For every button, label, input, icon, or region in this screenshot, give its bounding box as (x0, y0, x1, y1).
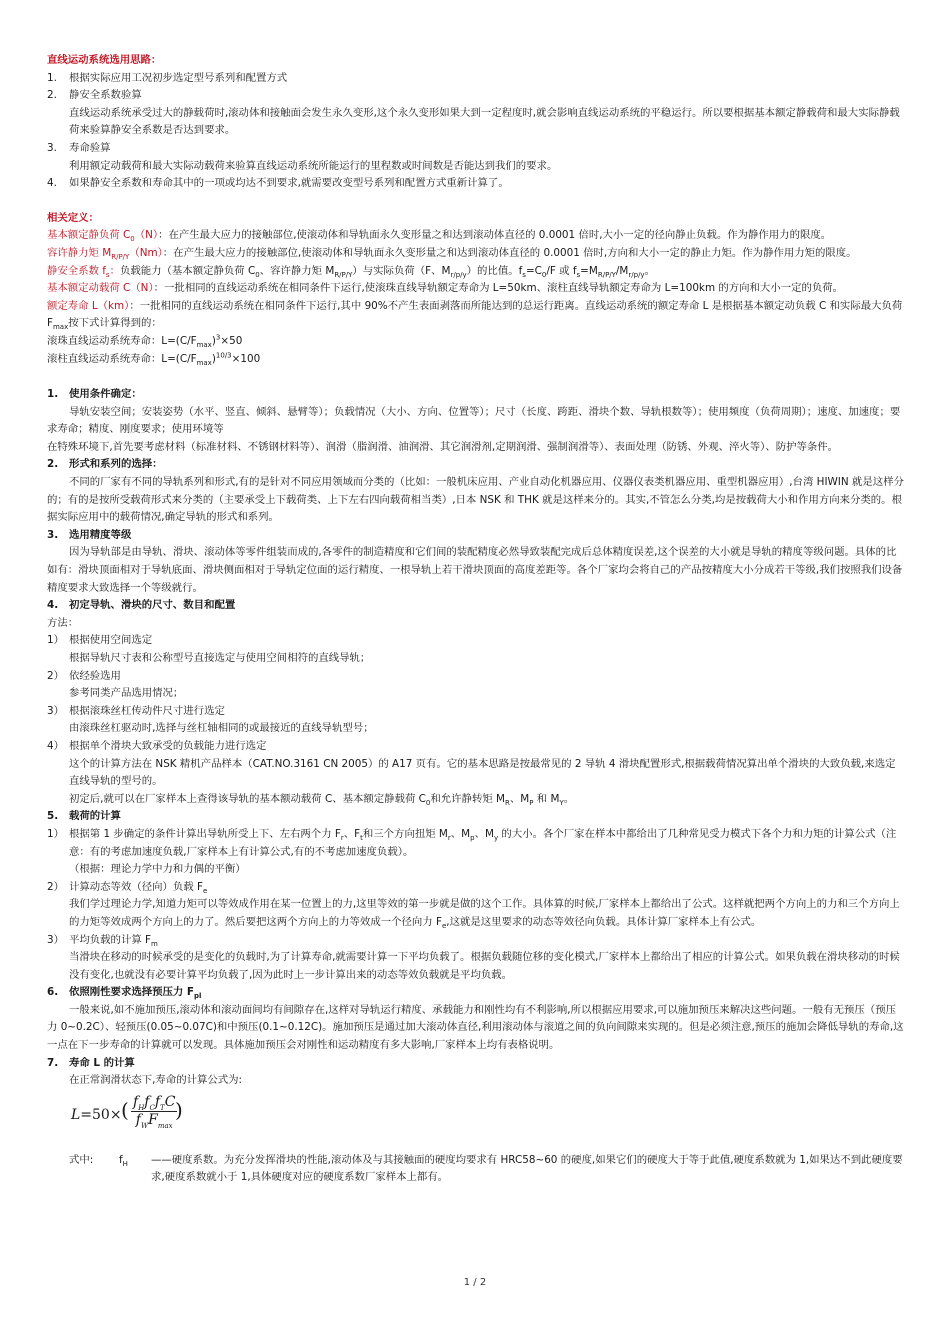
definition-static-moment: 容许静力矩 $M_{R/P/Y}(Nm)$：在产生最大应力的接触部位,使滚动体和导轨面永久变形量之和达到滚动体直径的 0.0001 倍时,方向和大小一定的静止力矩。作为静作用力矩的限度。 (47, 246, 857, 262)
paragraph: 在特殊环境下,首先要考虑材料（标准材料、不锈钢材料等）、润滑（脂润滑、油润滑、其它润滑剂,定期润滑、强制润滑等）、表面处理（防锈、外观、淬火等）、防护等条件。 (47, 440, 839, 453)
heading-usage-conditions: 1. 使用条件确定： (47, 388, 142, 401)
list-item: 1） 根据第 1 步确定的条件计算出导轨所受上下、左右两个力 $F_r$、$F_t$和三个方向扭矩 $M_r$、$M_p$、$M_y$ 的大小。各个厂家在样本中都给出了几种常见受力模式下各个力和力矩的计算公式（注意：有的考虑加速度负载,厂家样本上有计算公式,有的不考虑加速度负载）。 (47, 827, 897, 858)
list-item: 3） 平均负载的计算 $F_m$ (47, 933, 158, 948)
list-item: 2） 依经验选用 (47, 669, 121, 682)
list-item-body: 根据导轨尺寸表和公称型号直接选定与使用空间相符的直线导轨； (69, 652, 371, 664)
definition-dynamic-load: 基本额定动载荷 C（N）：一批相同的直线运动系统在相同条件下运行,使滚珠直线导轨额定寿命为 L=50km、滚柱直线导轨额定寿命为 L=100km 的方向和大小一定的负荷。 (47, 282, 844, 295)
list-item-body: 初定后,就可以在厂家样本上查得该导轨的基本额动载荷 C、基本额定静载荷 $C_0$和允许静转矩 $M_R$、$M_P$ 和 $M_Y$。 (69, 792, 575, 807)
page-number: 1 / 2 (463, 1277, 487, 1288)
life-formula: L=50× ( $f_Hf_Cf_TC$ $f_WF_{max}$ ) (71, 1093, 183, 1131)
formula-where: 式中: $f_H$ ——硬度系数。为充分发挥滑块的性能,滚动体及与其接触面的硬度均要求有 HRC58~60 的硬度,如果它们的硬度大于等于此值,硬度系数就为 1,如果达不到此硬度要求,硬度系数就小于 1,具体硬度对应的硬度系数厂家样本上都有。 (69, 1153, 903, 1184)
list-item: 1） 根据使用空间选定 (47, 634, 153, 647)
formula-ball-life: 滚珠直线运动系统寿命：$L=(C/F_{max})^3\times 50$ (47, 333, 243, 349)
heading-initial-sizing: 4. 初定导轨、滑块的尺寸、数目和配置 (47, 599, 236, 612)
heading-preload: 6. 依照刚性要求选择预压力 $F_{pl}$ (47, 986, 202, 1001)
paragraph: 在正常润滑状态下,寿命的计算公式为: (69, 1074, 243, 1087)
heading-form-series: 2. 形式和系列的选择： (47, 458, 163, 471)
definition-static-load: 基本额定静负荷 $C_0(N)$：在产生最大应力的接触部位,使滚动体和导轨面永久变形量之和达到滚动体直径的 0.0001 倍时,大小一定的径向静止负载。作为静作用力的限度。 (47, 229, 832, 244)
definition-rated-life: 额定寿命 L（km）：一批相同的直线运动系统在相同条件下运行,其中 90%不产生表面剥落而所能达到的总运行距离。直线运动系统的额定寿命 L 是根据基本额定动负载 C 和实际最大负荷 $F_{max}$按下式计算得到的： (47, 299, 903, 332)
list-item-body: 利用额定动载荷和最大实际动载荷来验算直线运动系统所能运行的里程数或时间数是否能达到我们的要求。 (69, 159, 558, 172)
formula-roller-life: 滚柱直线运动系统寿命：$L=(C/F_{max})^{10/3}\times 100$ (47, 351, 261, 367)
list-item-body: 当滑块在移动的时候承受的是变化的负载时,为了计算寿命,就需要计算一下平均负载了。根据负载随位移的变化模式,厂家样本上都给出了相应的计算公式。如果负载在滑块移动的时候没有变化,也就没有必要计算平均负载了,因为此时上一步计算出来的动态等效负载就是平均负载。 (69, 951, 900, 981)
list-item: 3） 根据滚珠丝杠传动件尺寸进行选定 (47, 704, 225, 717)
heading-life-calculation: 7. 寿命 L 的计算 (47, 1056, 135, 1069)
list-item: 4. 如果静安全系数和寿命其中的一项或均达不到要求,就需要改变型号系列和配置方式重新计算了。 (47, 177, 509, 190)
list-item: 4） 根据单个滑块大致承受的负载能力进行选定 (47, 739, 267, 752)
list-item-body: 参考同类产品选用情况； (69, 687, 184, 700)
list-item-body: 直线运动系统承受过大的静载荷时,滚动体和接触面会发生永久变形,这个永久变形如果大到一定程度时,就会影响直线运动系统的平稳运行。所以要根据基本额定静载荷和最大实际静载荷来验算静安全系数是否达到要求。 (69, 106, 900, 137)
list-item: 1. 根据实际应用工况初步选定型号系列和配置方式 (47, 71, 288, 84)
list-item: 3. 寿命验算 (47, 141, 111, 154)
list-item-body: 由滚珠丝杠驱动时,选择与丝杠轴相同的或最接近的直线导轨型号； (69, 722, 374, 735)
section-title-definitions: 相关定义： (47, 211, 99, 224)
heading-precision-grade: 3. 选用精度等级 (47, 528, 132, 541)
paragraph: 导轨安装空间；安装姿势（水平、竖直、倾斜、悬臂等）；负载情况（大小、方向、位置等）；尺寸（长度、跨距、滑块个数、导轨根数等）；使用频度（负荷周期）；速度、加速度；要求寿命；精度、刚度要求；使用环境等 (47, 405, 901, 436)
list-item-body: 这个的计算方法在 NSK 精机产品样本（CAT.NO.3161 CN 2005）的 A17 页有。它的基本思路是按最常见的 2 导轨 4 滑块配置形式,根据载荷情况算出单个滑块的大致负载,来选定直线导轨的型号的。 (69, 757, 896, 788)
definition-safety-factor: 静安全系数 $f_s$：负载能力（基本额定静负荷 $C_0$、容许静力矩 $M_{R/P/Y}$）与实际负荷（F、$M_{r/p/y}$）的比值。$f_s=C_0/F$ 或 $f_s=M_{R/P/Y}/M_{r/p/y}$。 (47, 264, 655, 279)
heading-load-calculation: 5. 载荷的计算 (47, 810, 121, 823)
note: （根据：理论力学中力和力偶的平衡） (69, 863, 246, 876)
list-item-body: 我们学过理论力学,知道力矩可以等效成作用在某一位置上的力,这里等效的第一步就是做的这个工作。具体算的时候,厂家样本上都给出了公式。这样就把两个方向上的力和三个方向上的力矩等效成两个方向上的力了。然后要把这两个方向上的力等效成一个径向力 $F_e$,这就是这里要求的动态等效径向负载。具体计算厂家样本上有公式。 (69, 898, 900, 930)
section-title-selection: 直线运动系统选用思路： (47, 54, 162, 66)
paragraph: 一般来说,如不施加预压,滚动体和滚动面间均有间隙存在,这样对导轨运行精度、承载能力和刚性均有不利影响,所以根据应用要求,可以施加预压来解决这些问题。一般有无预压（预压力 0~0.2C）、轻预压(0.05~0.07C)和中预压(0.1~0.12C)。施加预压是通过加大滚动体直径,利用滚动体与滚道之间的负向间隙来实现的。但是必须注意,预压的施加会降低导轨的寿命,这一点在下一步寿命的计算就可以发现。具体施加预压会对刚性和运动精度有多大影响,厂家样本上均有表格说明。 (47, 1003, 904, 1052)
list-item: 2） 计算动态等效（径向）负载 $F_e$ (47, 880, 208, 895)
paragraph: 不同的厂家有不同的导轨系列和形式,有的是针对不同应用领域而分类的（比如：一般机床应用、产业自动化机器应用、仪器仪表类机器应用、重型机器应用）,台湾 HIWIN 就是这样分的；有的是按所受载荷形式来分类的（主要承受上下载荷类、上下左右四向载荷相当类）,日本 NSK 和 THK 就是这样来分的。其实,不管怎么分类,均是按载荷大小和作用方向来分类的。根据实际应用中的载荷情况,确定导轨的形式和系列。 (47, 476, 904, 524)
paragraph: 因为导轨部是由导轨、滑块、滚动体等零件组装而成的,各零件的制造精度和它们间的装配精度必然导致装配完成后总体精度误差,这个误差的大小就是导轨的精度等级问题。具体的比如有：滑块顶面相对于导轨底面、滑块侧面相对于导轨定位面的运行精度、一根导轨上若干滑块顶面的高度差距等。各个厂家均会将自己的产品按精度大小分成若干等级,我们按照我们设备精度要求大致选择一个等级就行。 (47, 546, 903, 594)
document-page (47, 52, 905, 1187)
method-label: 方法： (47, 616, 79, 629)
list-item: 2. 静安全系数验算 (47, 89, 142, 102)
